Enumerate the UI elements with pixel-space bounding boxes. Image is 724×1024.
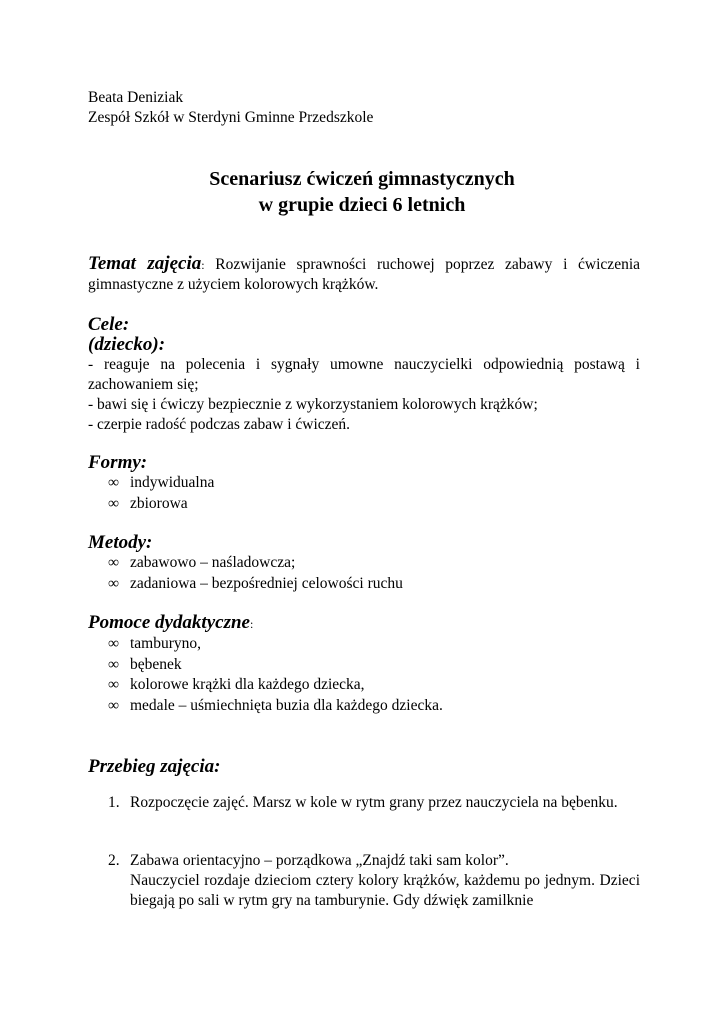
list-item: ∞ zabawowo – naśladowcza; [108, 553, 403, 574]
temat-colon: : [201, 258, 205, 272]
title-line-1: Scenariusz ćwiczeń gimnastycznych [209, 168, 515, 190]
list-item: ∞ zbiorowa [108, 494, 214, 515]
infinity-bullet-icon: ∞ [108, 696, 120, 714]
list-item: ∞ bębenek [108, 655, 443, 676]
infinity-bullet-icon: ∞ [108, 635, 120, 652]
item-text: Zabawa orientacyjno – porządkowa „Znajdź taki sam kolor”. [130, 852, 509, 869]
przebieg-heading: Przebieg zajęcia: [88, 756, 221, 777]
item-continuation: Nauczyciel rozdaje dzieciom cztery kolory krążków, każdemu po jednym. Dzieci biegają po sali w rytm gry na tamburynie. Gdy dźwięk zamilknie [130, 872, 640, 909]
temat-paragraph [88, 254, 640, 295]
przebieg-item [108, 793, 640, 813]
list-item: ∞ kolorowe krążki dla każdego dziecka, [108, 675, 443, 696]
cele-list [88, 355, 640, 435]
pomoce-list [108, 634, 443, 716]
item-number: 2. [108, 852, 120, 869]
item-number: 1. [108, 794, 120, 811]
item-text: Rozpoczęcie zajęć. Marsz w kole w rytm grany przez nauczyciela na bębenku. [130, 794, 618, 811]
formy-heading: Formy: [88, 452, 148, 473]
cele-item: - czerpie radość podczas zabaw i ćwiczeń. [88, 416, 351, 433]
cele-item: - bawi się i ćwiczy bezpiecznie z wykorzystaniem kolorowych krążków; [88, 396, 538, 413]
metody-list [108, 553, 403, 594]
infinity-bullet-icon: ∞ [108, 676, 120, 693]
school-name: Zespół Szkół w Sterdyni Gminne Przedszkole [88, 109, 374, 126]
infinity-bullet-icon: ∞ [108, 655, 120, 673]
pomoce-heading [88, 612, 253, 635]
list-item: ∞ medale – uśmiechnięta buzia dla każdego dziecka. [108, 696, 443, 717]
list-item: ∞ zadaniowa – bezpośredniej celowości ruchu [108, 574, 403, 595]
przebieg-item [108, 851, 640, 871]
list-item: ∞ tamburyno, [108, 634, 443, 655]
temat-label: Temat zajęcia [88, 253, 202, 274]
formy-list [108, 473, 214, 514]
cele-subheading: (dziecko): [88, 334, 166, 355]
document-title [0, 166, 724, 218]
temat-text: Rozwijanie sprawności ruchowej poprzez zabawy i ćwiczenia gimnastyczne z użyciem kolorowych krążków. [88, 256, 641, 293]
infinity-bullet-icon: ∞ [108, 474, 120, 491]
author-name: Beata Deniziak [88, 89, 184, 106]
author-block [88, 88, 373, 128]
pomoce-label: Pomoce dydaktyczne [88, 612, 250, 633]
cele-heading: Cele: [88, 314, 130, 335]
list-item: ∞ indywidualna [108, 473, 214, 494]
infinity-bullet-icon: ∞ [108, 574, 120, 592]
infinity-bullet-icon: ∞ [108, 494, 120, 512]
pomoce-colon: : [249, 617, 254, 631]
cele-item: - reaguje na polecenia i sygnały umowne nauczycielki odpowiednią postawą i zachowaniem się; [88, 356, 640, 393]
metody-heading: Metody: [88, 532, 153, 553]
infinity-bullet-icon: ∞ [108, 554, 120, 571]
title-line-2: w grupie dzieci 6 letnich [258, 194, 466, 216]
